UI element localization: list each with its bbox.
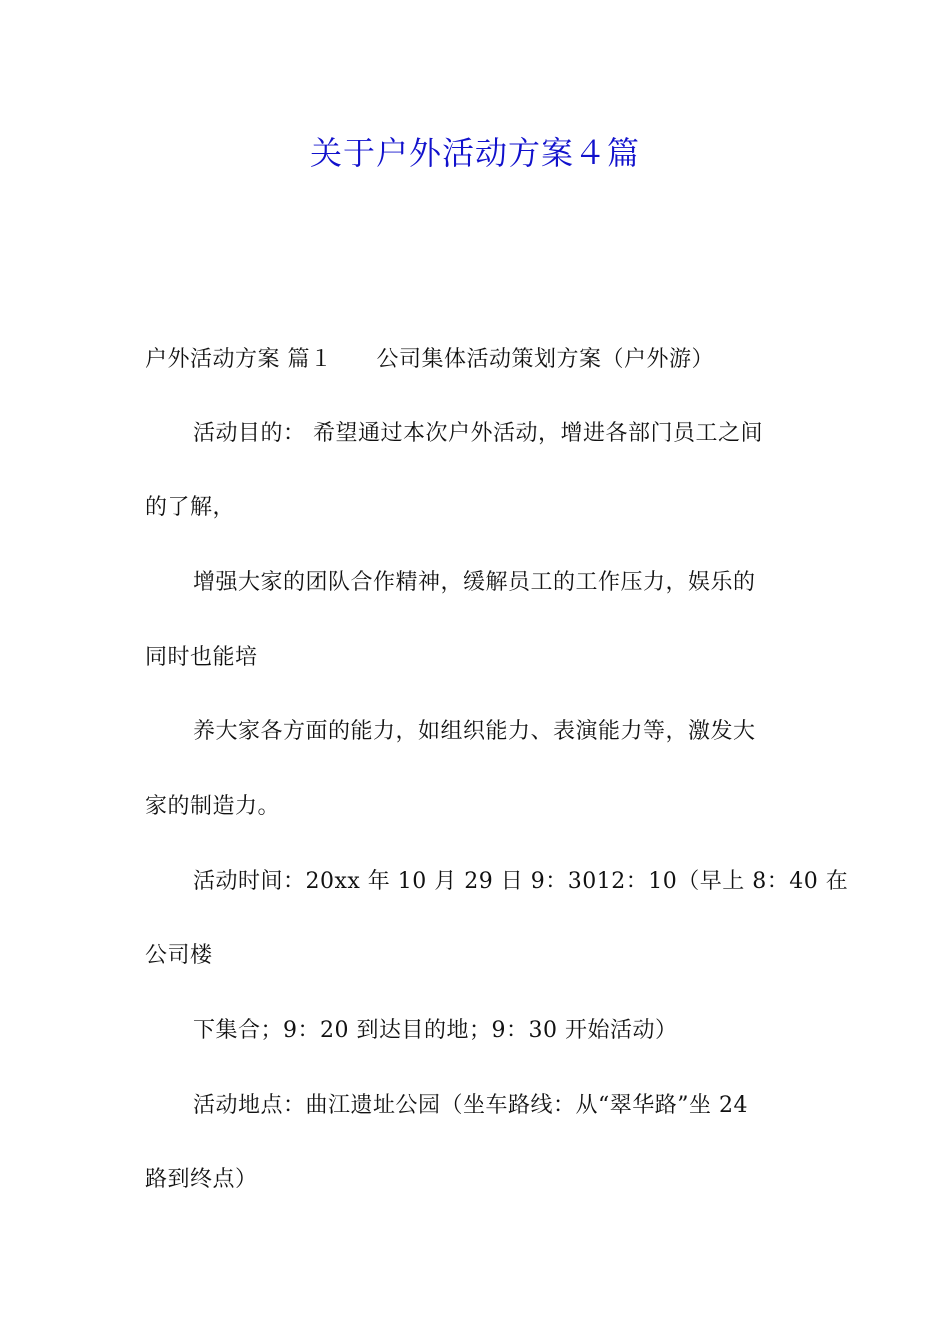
- paragraph-line: 增强大家的团队合作精神，缓解员工的工作压力，娱乐的: [193, 570, 756, 595]
- paragraph-line: 下集合；9：20 到达目的地；9：30 开始活动）: [193, 1018, 678, 1043]
- document-title: 关于户外活动方案４篇: [309, 134, 640, 172]
- paragraph-line: 活动目的： 希望通过本次户外活动，增进各部门员工之间: [193, 421, 763, 446]
- paragraph-line: 公司楼: [145, 943, 213, 968]
- paragraph-line: 路到终点）: [145, 1167, 258, 1192]
- paragraph-line: 同时也能培: [145, 645, 258, 670]
- paragraph-line: 活动地点：曲江遗址公园（坐车路线：从“翠华路”坐 24: [193, 1093, 748, 1118]
- section-heading-row: [145, 340, 825, 380]
- section-heading: 户外活动方案 篇１: [145, 347, 333, 372]
- section-subtitle: 公司集体活动策划方案（户外游）: [376, 347, 715, 372]
- paragraph-line: 的了解，: [145, 495, 236, 520]
- paragraph-line: 养大家各方面的能力，如组织能力、表演能力等，激发大: [193, 719, 756, 744]
- paragraph-line: 家的制造力。: [145, 794, 281, 819]
- paragraph-line: 活动时间：20xx 年 10 月 29 日 9：3012：10（早上 8：40 在: [193, 869, 849, 894]
